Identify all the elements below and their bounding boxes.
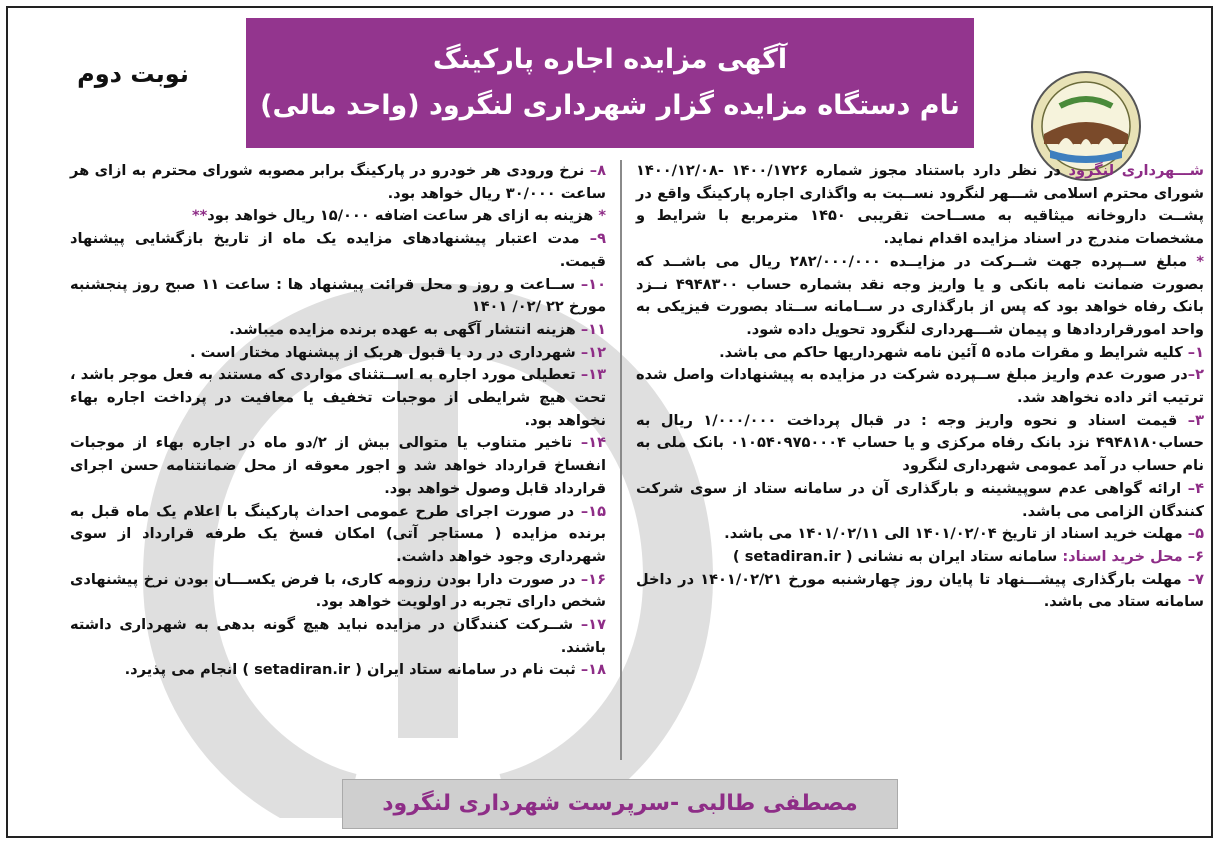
list-item (70, 342, 606, 365)
item-text: ثبت نام در سامانه ستاد ایران ( setadiran.ir ) انجام می پذیرد. (124, 661, 581, 679)
item-number: ۴– (1187, 479, 1204, 497)
signature-box: مصطفی طالبی -سرپرست شهرداری لنگرود (342, 779, 898, 829)
item-number: ۷– (1187, 570, 1204, 588)
item-number: ۱۶– (580, 570, 606, 588)
list-item (70, 274, 606, 319)
list-item (70, 432, 606, 500)
item-star-tail: ** (192, 207, 208, 225)
item-number: ۱۸– (580, 661, 606, 679)
deposit-paragraph (636, 251, 1204, 342)
list-item (70, 659, 606, 682)
item-text: سامانه ستاد ایران به نشانی ( setadiran.ir ) (732, 547, 1058, 565)
notice-subtitle: نام دستگاه مزایده گزار شهرداری لنگرود (واحد مالی) (260, 90, 960, 121)
item-number: ۸– (589, 162, 606, 179)
item-text: ارائه گواهی عدم سوپیشینه و بارگذاری آن در سامانه ستاد از سوی شرکت کنندگان الزامی می باشد. (636, 479, 1204, 520)
item-text: در صورت دارا بودن رزومه کاری، با فرض یکســـان بودن نرخ پیشنهادی شخص دارای تجربه در اولویت خواهد بود. (70, 570, 606, 611)
intro-paragraph (636, 160, 1204, 251)
item-text: در صورت عدم واریز مبلغ ســپرده شرکت در مزایده به پیشنهادات واصل شده ترتیب اثر داده نخواهد شد. (636, 366, 1204, 407)
list-item (70, 614, 606, 659)
intro-text: در نظر دارد باستناد مجوز شماره ۱۴۰۰/۱۷۲۶ -۱۴۰۰/۱۲/۰۸ شورای محترم اسلامی شـــهر لنگرود نســبت به واگذاری اجاره پارکینگ واقع در پشــت داروخانه میثاقیه به مســاحت تقریبی ۱۴۵۰ مترمربع با شرایط و مشخصات مندرج در اسناد مزایده اقدام نماید. (636, 162, 1204, 248)
list-item (636, 523, 1204, 546)
item-text: هزینه به ازای هر ساعت اضافه ۱۵/۰۰۰ ریال خواهد بود (207, 207, 599, 225)
item-number: ۹– (589, 230, 606, 248)
item-number: ۵– (1187, 525, 1204, 543)
right-column-text (636, 160, 1204, 614)
notice-title-banner (246, 18, 974, 148)
list-item (70, 364, 606, 432)
item-number: ۱۳– (580, 366, 606, 384)
item-star: * (598, 207, 606, 225)
item-text: مهلت بارگذاری پیشـــنهاد تا پایان روز چهارشنبه مورخ ۱۴۰۱/۰۲/۲۱ در داخل سامانه ستاد می باشد. (636, 570, 1204, 611)
purchase-location-label: محل خرید اسناد: (1057, 547, 1188, 565)
list-item (636, 569, 1204, 614)
list-item (636, 364, 1204, 409)
list-item (70, 569, 606, 614)
item-text: مهلت خرید اسناد از تاریخ ۱۴۰۱/۰۲/۰۴ الی ۱۴۰۱/۰۲/۱۱ می باشد. (724, 525, 1188, 543)
item-number: ۱۰– (580, 275, 606, 293)
item-number: ۶– (1187, 547, 1204, 565)
item-text: هزینه انتشار آگهی به عهده برنده مزایده میباشد. (229, 320, 581, 338)
item-number: ۱۲– (580, 343, 606, 361)
item-number: ۱۱– (580, 320, 606, 338)
list-item (636, 478, 1204, 523)
deposit-star: * (1196, 252, 1205, 270)
item-text: ســاعت و روز و محل قرائت پیشنهاد ها : ساعت ۱۱ صبح روز پنجشنبه مورخ ۲۲ /۰۲/ ۱۴۰۱ (70, 275, 606, 316)
column-divider (620, 160, 622, 760)
left-column-text (70, 160, 606, 682)
item-text: نرخ ورودی هر خودرو در پارکینگ برابر مصوبه شورای محترم به ازای هر ساعت ۳۰/۰۰۰ ریال خواهد بود. (70, 162, 606, 202)
list-item (70, 501, 606, 569)
item-text: شهرداری در رد یا قبول هریک از پیشنهاد مختار است . (189, 343, 581, 361)
item-text: قیمت اسناد و نحوه واریز وجه : در قبال پرداخت ۱/۰۰۰/۰۰۰ ریال به حساب۴۹۴۸۱۸۰ نزد بانک رفاه مرکزی و یا حساب ۰۱۰۵۴۰۹۷۵۰۰۰۴ بانک ملی به نام حساب در آمد عمومی شهرداری لنگرود (636, 411, 1204, 475)
list-item (70, 160, 606, 205)
item-number: ۱– (1187, 343, 1204, 361)
list-item (636, 342, 1204, 365)
list-item (70, 228, 606, 273)
item-number: ۱۵– (580, 502, 606, 520)
notice-frame (6, 6, 1213, 838)
item-number: ۳– (1187, 411, 1205, 429)
item-number: ۲– (1187, 366, 1204, 384)
item-text: در صورت اجرای طرح عمومی احداث پارکینگ با اعلام یک ماه قبل به برنده مزایده ( مستاجر آتی) امکان فسخ یک طرفه قرارداد از سوی شهرداری وجود خواهد داشت. (70, 502, 606, 565)
item-text: شــرکت کنندگان در مزایده نباید هیچ گونه بدهی به شهرداری داشته باشند. (70, 616, 606, 656)
item-text: تاخیر متناوب یا متوالی بیش از ۲/دو ماه در اجاره بهاء از موجبات انفساخ قرارداد خواهد شد و اجور معوقه از محل ضمانتنامه حسن اجرای قرارداد قابل وصول خواهد بود. (70, 434, 606, 497)
list-item (636, 546, 1204, 569)
list-item (70, 319, 606, 342)
deposit-text: مبلغ ســپرده جهت شــرکت در مزایــده ۲۸۲/۰۰۰/۰۰۰ ریال می باشــد که بصورت ضمانت نامه بانکی و یا واریز وجه نقد بشماره حساب ۴۹۴۸۳۰۰ نــزد بانک رفاه خواهد بود که پس از بارگذاری در ســامانه ســتاد بصورت فیزیکی به واحد امورقراردادها و پیمان شـــهرداری لنگرود تحویل داده شود. (636, 252, 1204, 338)
intro-org-name: شـــهرداری لنگرود (1068, 162, 1204, 179)
item-text: مدت اعتبار پیشنهادهای مزایده یک ماه از تاریخ بازگشایی پیشنهاد قیمت. (70, 230, 606, 270)
list-item (636, 410, 1204, 478)
item-text: تعطیلی مورد اجاره به اســتثنای مواردی که مستند به فعل موجر باشد ، تحت هیچ شرایطی از موجبات تخفیف یا معافیت در پرداخت اجاره بهاء نخواهد بود. (70, 366, 606, 429)
notice-title: آگهی مزایده اجاره پارکینگ (432, 44, 788, 75)
item-text: کلیه شرایط و مقرات ماده ۵ آئین نامه شهرداریها حاکم می باشد. (719, 343, 1188, 361)
list-item (70, 205, 606, 228)
item-number: ۱۴– (580, 434, 606, 452)
round-label: نوبت دوم (77, 60, 189, 88)
item-number: ۱۷– (580, 616, 606, 634)
